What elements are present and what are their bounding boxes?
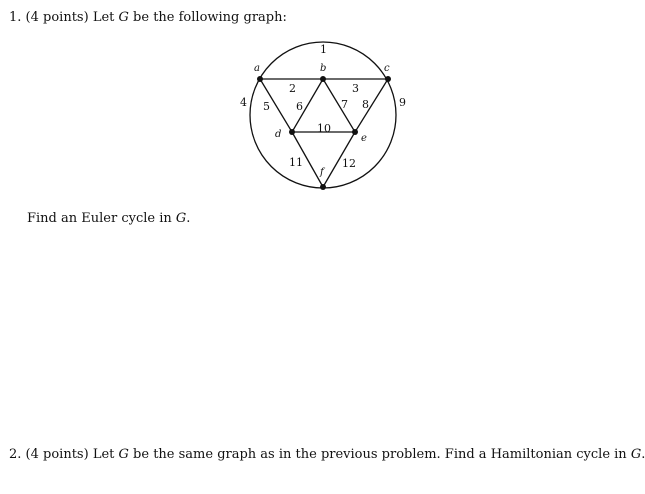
- question-1-text-after: be the following graph:: [133, 10, 287, 25]
- vertex-e-dot: [352, 129, 358, 135]
- question-1-number: 1.: [9, 10, 22, 25]
- vertex-d-dot: [289, 129, 295, 135]
- question-1: [9, 10, 287, 25]
- edge-label-5: 5: [263, 100, 270, 113]
- question-2-text-middle: be the same graph as in the previous problem. Find a Hamiltonian cycle in: [133, 447, 627, 462]
- vertex-label-a: a: [254, 63, 260, 74]
- question-2-period: .: [641, 447, 645, 462]
- vertex-label-f: f: [320, 167, 324, 178]
- question-2-points: (4 points): [25, 447, 89, 462]
- euler-cycle-task: [27, 211, 190, 226]
- vertex-label-c: c: [384, 63, 390, 74]
- vertex-a-dot: [257, 76, 263, 82]
- question-2-graph-var-2: G: [630, 447, 642, 462]
- question-1-points: (4 points): [25, 10, 89, 25]
- edge-label-3: 3: [352, 82, 359, 95]
- edge-label-1: 1: [320, 43, 327, 56]
- edge-label-12: 12: [342, 157, 356, 170]
- question-2-number: 2.: [9, 447, 22, 462]
- euler-task-text: Find an Euler cycle in: [27, 211, 172, 226]
- question-2-graph-var: G: [118, 447, 129, 462]
- vertex-b-dot: [320, 76, 326, 82]
- euler-task-graph-var: G: [175, 211, 187, 226]
- edge-label-9: 9: [399, 96, 406, 109]
- edge-label-8: 8: [362, 98, 369, 111]
- vertex-c-dot: [385, 76, 391, 82]
- question-1-text-before: Let: [92, 10, 115, 25]
- vertex-label-b: b: [320, 63, 327, 74]
- graph-figure: [236, 40, 416, 200]
- edge-label-10: 10: [317, 122, 331, 135]
- edge-label-11: 11: [289, 156, 303, 169]
- vertex-f-dot: [320, 184, 326, 190]
- edge-label-2: 2: [289, 82, 296, 95]
- euler-task-period: .: [186, 211, 191, 226]
- question-2-text-before: Let: [92, 447, 115, 462]
- edge-label-7: 7: [341, 98, 348, 111]
- vertex-label-d: d: [275, 129, 282, 140]
- edge-label-6: 6: [296, 100, 303, 113]
- vertex-label-e: e: [361, 133, 367, 144]
- question-2: [9, 447, 645, 462]
- question-1-graph-var: G: [118, 10, 129, 25]
- edge-c-e: [355, 79, 388, 132]
- edge-label-4: 4: [240, 96, 247, 109]
